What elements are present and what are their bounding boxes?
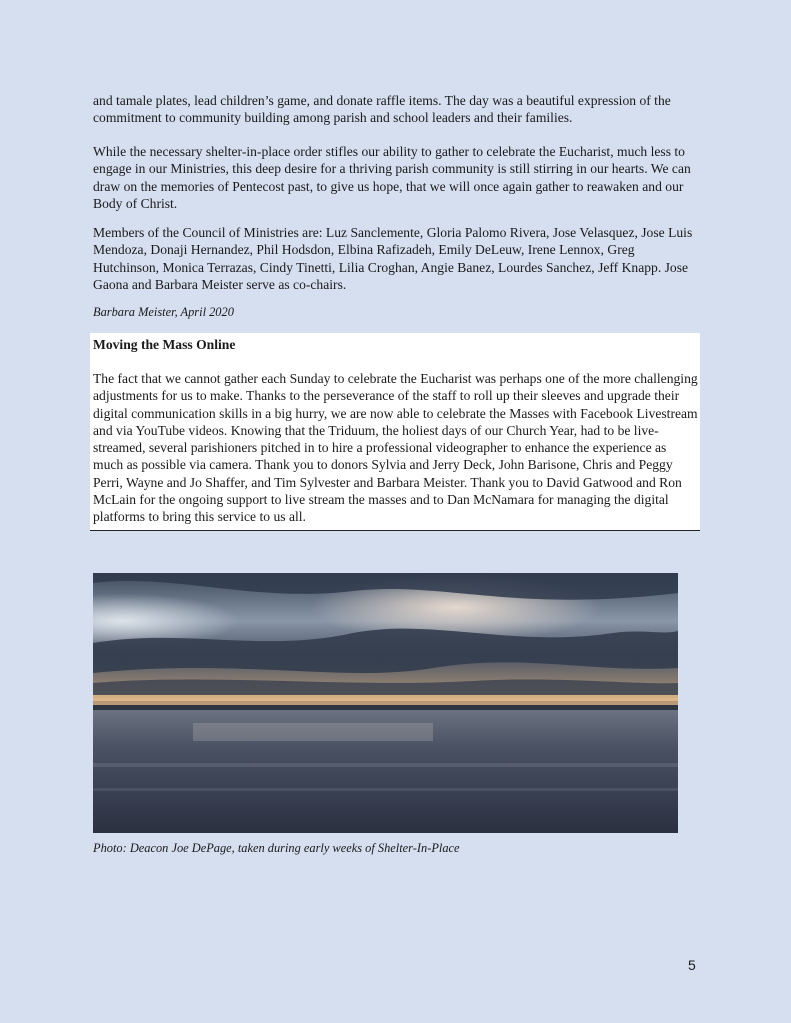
- mass-online-paragraph: The fact that we cannot gather each Sunday to celebrate the Eucharist was perhaps one of the more challenging adjustments for us to make. Thanks to the perseverance of the staff to roll up their sleeves and upgrade their digital communication skills in a big hurry, we are now able to celebrate the Masses with Facebook Livestream and via YouTube videos. Knowing that the Triduum, the holiest days of our Church Year, had to be live-streamed, several parishioners pitched in to hire a professional videographer to enhance the experience as much as possible via camera. Thank you to donors Sylvia and Jerry Deck, John Barisone, Chris and Peggy Perri, Wayne and Jo Shaffer, and Tim Sylvester and Barbara Meister. Thank you to David Gatwood and Ron McLain for the ongoing support to live stream the masses and to Dan McNamara for managing the digital platforms to bring this service to us all.: [93, 371, 698, 525]
- section-title: Moving the Mass Online: [93, 337, 236, 352]
- photo-caption: Photo: Deacon Joe DePage, taken during early weeks of Shelter-In-Place: [93, 841, 460, 855]
- seascape-photo: [93, 573, 678, 833]
- mass-online-box: [90, 333, 700, 531]
- paragraph-shelter-in-place: While the necessary shelter-in-place order stifles our ability to gather to celebrate the Eucharist, much less to engage in our Ministries, this deep desire for a thriving parish community is still stirring in our hearts. We can draw on the memories of Pentecost past, to give us hope, that we will once again gather to reawaken and our Body of Christ.: [93, 144, 691, 211]
- sunset-sea-image: [93, 573, 678, 833]
- author-signature: Barbara Meister, April 2020: [93, 305, 234, 319]
- page-number: 5: [688, 957, 696, 973]
- paragraph-intro: and tamale plates, lead children’s game, and donate raffle items. The day was a beautiful expression of the commitment to community building among parish and school leaders and their families.: [93, 93, 671, 126]
- paragraph-council-members: Members of the Council of Ministries are: Luz Sanclemente, Gloria Palomo Rivera, Jose Velasquez, Jose Luis Mendoza, Donaji Hernandez, Phil Hodsdon, Elbina Rafizadeh, Emily DeLeuw, Irene Lennox, Greg Hutchinson, Monica Terrazas, Cindy Tinetti, Lilia Croghan, Angie Banez, Lourdes Sanchez, Jeff Knapp. Jose Gaona and Barbara Meister serve as co-chairs.: [93, 225, 693, 292]
